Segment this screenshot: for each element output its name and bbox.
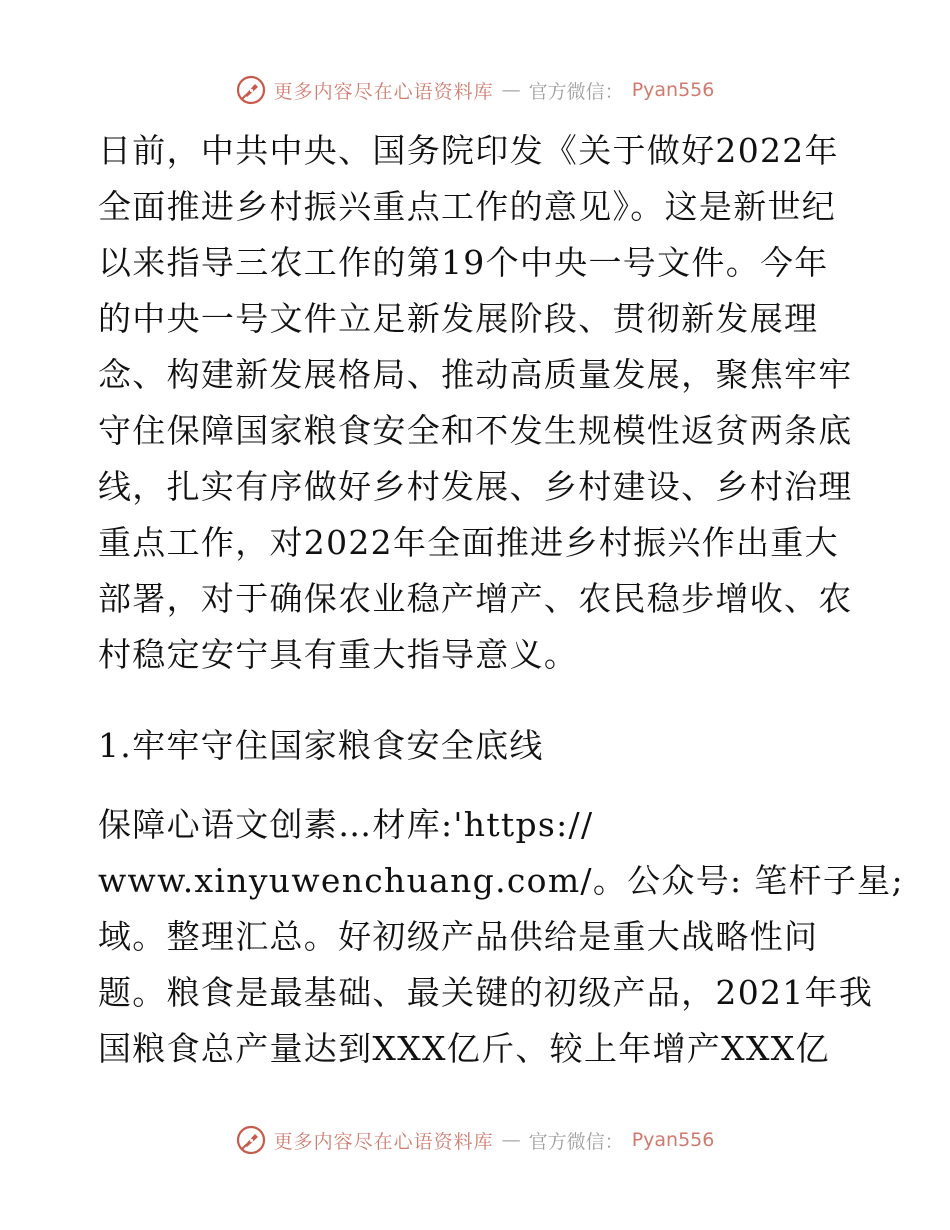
watermark-separator: — [501, 79, 521, 101]
paragraph-line: 日前，中共中央、国务院印发《关于做好2022年 [98, 131, 839, 170]
paragraph-line: 守住保障国家粮食安全和不发生规模性返贫两条底 [98, 411, 853, 450]
pen-nib-logo-icon [236, 1125, 266, 1155]
paragraph-line: 全面推进乡村振兴重点工作的意见》。这是新世纪 [98, 187, 837, 226]
paragraph-line: 保障心语文创素…材库:'https:// [98, 805, 594, 844]
paragraph-line: www.xinyuwenchuang.com/。公众号: 笔杆子星; [98, 861, 904, 900]
watermark-wechat-id: Pyan556 [631, 1129, 715, 1151]
pen-nib-logo-icon [236, 75, 266, 105]
heading-text: 1.牢牢守住国家粮食安全底线 [98, 726, 544, 765]
paragraph-line: 部署，对于确保农业稳产增产、农民稳步增收、农 [98, 579, 853, 618]
watermark-wechat-label: 官方微信： [528, 80, 624, 103]
paragraph-line: 线，扎实有序做好乡村发展、乡村建设、乡村治理 [98, 467, 853, 506]
watermark-wechat-label: 官方微信： [528, 1130, 624, 1153]
paragraph-line: 域。整理汇总。好初级产品供给是重大战略性问 [98, 917, 819, 956]
watermark-wechat-id: Pyan556 [631, 79, 715, 101]
header-watermark [0, 70, 950, 110]
watermark-site-text: 更多内容尽在心语资料库 [273, 80, 494, 103]
paragraph-line: 题。粮食是最基础、最关键的初级产品，2021年我 [98, 973, 874, 1012]
paragraph-line: 以来指导三农工作的第19个中央一号文件。今年 [98, 243, 829, 282]
intro-paragraph [98, 123, 858, 683]
body-paragraph [98, 797, 904, 1077]
footer-watermark [0, 1120, 950, 1160]
paragraph-line: 国粮食总产量达到XXX亿斤、较上年增产XXX亿 [98, 1029, 830, 1068]
watermark-separator: — [501, 1129, 521, 1151]
watermark-site-text: 更多内容尽在心语资料库 [273, 1130, 494, 1153]
section-heading [98, 718, 858, 774]
paragraph-line: 念、构建新发展格局、推动高质量发展，聚焦牢牢 [98, 355, 853, 394]
paragraph-line: 的中央一号文件立足新发展阶段、贯彻新发展理 [98, 299, 819, 338]
paragraph-line: 村稳定安宁具有重大指导意义。 [98, 635, 579, 674]
paragraph-line: 重点工作，对2022年全面推进乡村振兴作出重大 [98, 523, 839, 562]
